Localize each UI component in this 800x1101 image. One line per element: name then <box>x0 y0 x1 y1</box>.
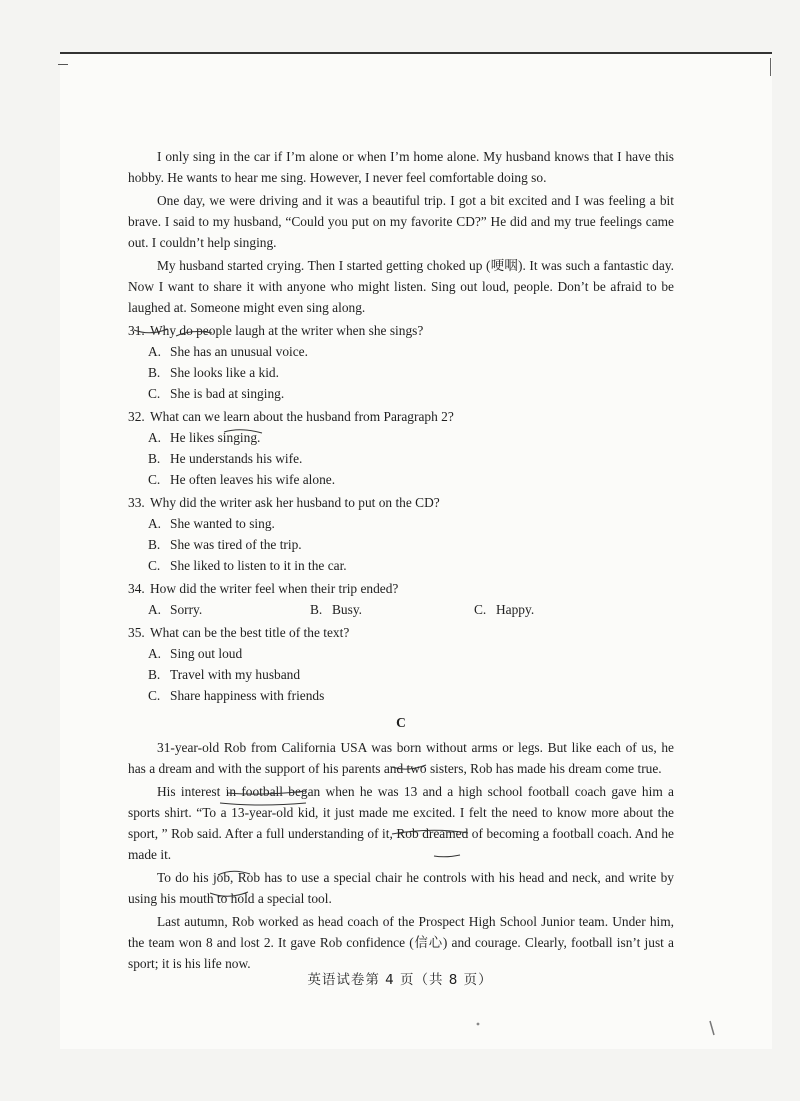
question-number: 33. <box>128 495 145 510</box>
option-a: A. She wanted to sing. <box>148 516 275 531</box>
option-c: C. He often leaves his wife alone. <box>148 472 336 487</box>
question-number: 31. <box>128 323 145 338</box>
question-text: Why did the writer ask her husband to put on the CD? <box>150 495 440 510</box>
passage-b-paragraph-3: My husband started crying. Then I started getting choked up (哽咽). It was such a fantastic day. Now I want to share it with anyone who might listen. Sing out loud, people. Don’t be afraid to be laughed at. Someone might even sing along. <box>128 258 674 315</box>
passage-c-paragraph-4: Last autumn, Rob worked as head coach of the Prospect High School Junior team. Under him, the team won 8 and lost 2. It gave Rob confidence (信心) and courage. Clearly, football isn’t just a sport; it is his life now. <box>128 914 674 971</box>
question-text: What can be the best title of the text? <box>150 625 350 640</box>
option-a: A. He likes singing. <box>148 430 261 445</box>
question-number: 35. <box>128 625 145 640</box>
section-heading: C <box>396 715 406 730</box>
page-edge-mark <box>58 64 68 65</box>
option-b: B. Busy. <box>310 602 363 617</box>
option-b: B. She looks like a kid. <box>148 365 279 380</box>
question-number: 32. <box>128 409 145 424</box>
passage-c-paragraph-3: To do his job, Rob has to use a special chair he controls with his head and neck, and write by using his mouth to hold a special tool. <box>128 870 674 906</box>
question-text: What can we learn about the husband from Paragraph 2? <box>150 409 454 424</box>
question-text: Why do people laugh at the writer when she sings? <box>150 323 424 338</box>
page-edge-mark <box>770 58 771 76</box>
question-35 <box>128 622 674 706</box>
option-c: C. Happy. <box>474 602 535 617</box>
question-33 <box>128 492 674 576</box>
exam-content <box>128 146 674 976</box>
question-number: 34. <box>128 581 145 596</box>
question-34 <box>128 578 674 620</box>
question-text: How did the writer feel when their trip ended? <box>150 581 399 596</box>
option-b: B. She was tired of the trip. <box>148 537 302 552</box>
option-b: B. He understands his wife. <box>148 451 303 466</box>
option-c: C. She is bad at singing. <box>148 386 285 401</box>
option-a: A. Sorry. <box>148 602 203 617</box>
question-31 <box>128 320 674 404</box>
question-32 <box>128 406 674 490</box>
option-row <box>148 599 674 620</box>
option-a: A. Sing out loud <box>148 646 243 661</box>
passage-c-paragraph-1: 31-year-old Rob from California USA was born without arms or legs. But like each of us, he has a dream and with the support of his parents and two sisters, Rob has made his dream come true. <box>128 740 674 776</box>
passage-b-paragraph-1: I only sing in the car if I’m alone or when I’m home alone. My husband knows that I have this hobby. He wants to hear me sing. However, I never feel comfortable doing so. <box>128 149 674 185</box>
passage-c-paragraph-2: His interest in football began when he was 13 and a high school football coach gave him a sports shirt. “To a 13-year-old kid, it just made me excited. I felt the need to know more about the sport, ” Rob said. After a full understanding of it, Rob dreamed of becoming a football coach. And he made it. <box>128 784 674 862</box>
option-c: C. Share happiness with friends <box>148 688 325 703</box>
page-footer: 英语试卷第 4 页（共 8 页） <box>307 972 493 988</box>
option-c: C. She liked to listen to it in the car. <box>148 558 347 573</box>
option-a: A. She has an unusual voice. <box>148 344 308 359</box>
passage-b-paragraph-2: One day, we were driving and it was a beautiful trip. I got a bit excited and I was feeling a bit brave. I said to my husband, “Could you put on my favorite CD?” He did and my true feelings came out. I couldn’t help singing. <box>128 193 674 250</box>
option-b: B. Travel with my husband <box>148 667 301 682</box>
